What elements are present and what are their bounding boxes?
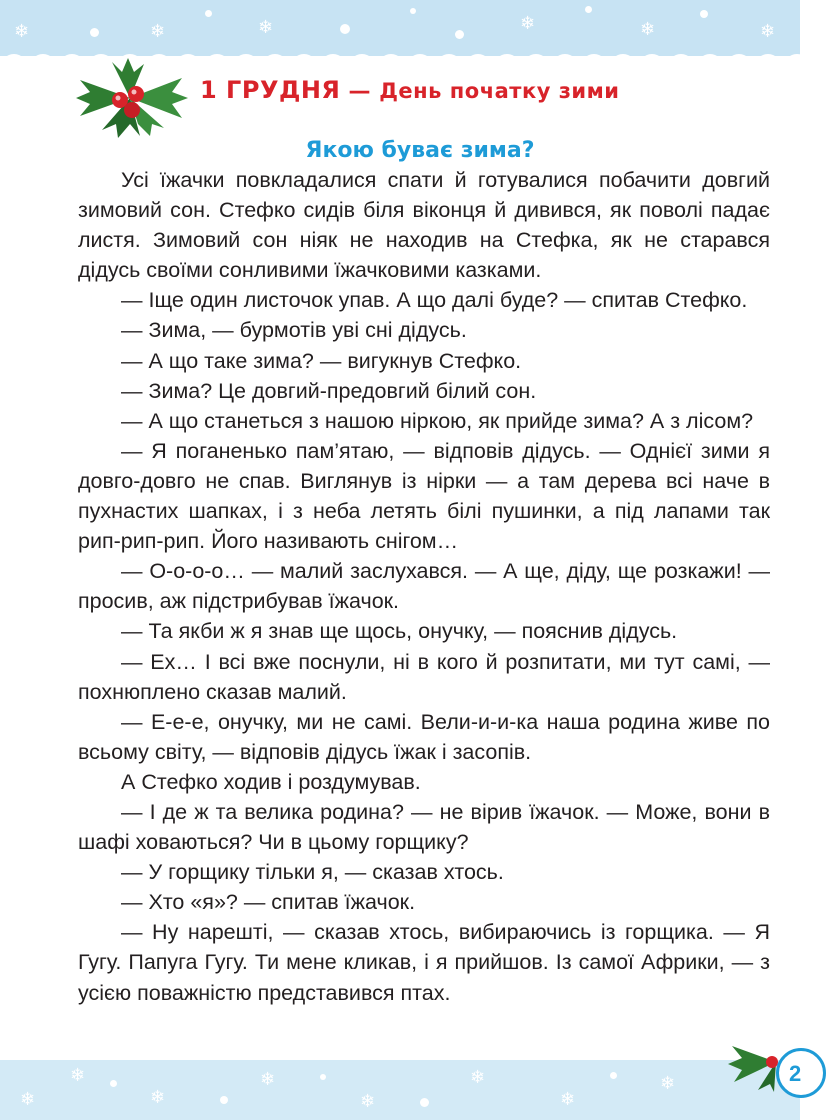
story-body [78, 165, 770, 1008]
snowflake-icon: ❄ [660, 1073, 676, 1093]
header-date: 1 ГРУДНЯ [200, 76, 341, 104]
paragraph: — Я поганенько пам’ятаю, — відповів дідусь. — Однієї зими я довго-довго не спав. Виглянув із нірки — а там дерева всі наче в пухнастих шапках, і з неба летять білі пушинки, а під лапами так рип-рип-рип. Його називають снігом… [78, 438, 770, 554]
paragraph: — Зима? Це довгий-предовгий білий сон. [121, 378, 537, 403]
scallop [29, 54, 57, 82]
top-decorative-band [0, 0, 800, 56]
snowflake-icon: ❄ [260, 1069, 276, 1089]
snow-dot [320, 1074, 326, 1080]
holly-icon [72, 58, 192, 138]
snow-dot [110, 1080, 117, 1087]
paragraph: — А що станеться з нашою ніркою, як прийде зима? А з лісом? [121, 408, 754, 433]
snow-dot [585, 6, 592, 13]
header-separator: — [340, 79, 380, 104]
paragraph: — І де ж та велика родина? — не вірив їжачок. — Може, вони в шафі ховаються? Чи в цьому горщику? [78, 799, 770, 855]
snow-dot [220, 1096, 228, 1104]
paragraph: — Ех… І всі вже поснули, ні в кого й розпитати, ми тут самі, — похнюплено сказав малий. [78, 649, 770, 704]
snowflake-icon: ❄ [560, 1089, 576, 1109]
header-day-name: День початку зими [379, 79, 620, 103]
snowflake-icon: ❄ [70, 1065, 86, 1085]
snow-dot [610, 1072, 617, 1079]
paragraph: — Ну нарешті, — сказав хтось, вибираючись із горщика. — Я Гугу. Папуга Гугу. Ти мене кликав, і я прийшов. Із самої Африки, — з усією поважністю представився птах. [78, 920, 770, 1005]
snowflake-icon: ❄ [520, 13, 536, 33]
scallop [783, 54, 811, 82]
paragraph: — Зима, — бурмотів уві сні дідусь. [121, 318, 467, 343]
day-header [200, 76, 620, 106]
paragraph: — Хто «я»? — спитав їжачок. [121, 890, 416, 915]
scallop [667, 54, 695, 82]
story-title: Якою буває зима? [305, 138, 535, 163]
snow-dot [455, 30, 464, 39]
paragraph: — У горщику тільки я, — сказав хтось. [121, 860, 504, 885]
snowflake-icon: ❄ [150, 1087, 166, 1107]
paragraph: — А що таке зима? — вигукнув Стефко. [121, 348, 522, 373]
scallop [696, 54, 724, 82]
snow-dot [205, 10, 212, 17]
paragraph: — Е-е-е, онучку, ми не самі. Вели-и-и-ка наша родина живе по всьому світу, — відповів дідусь їжак і засопів. [78, 709, 770, 764]
snow-dot [700, 10, 708, 18]
snowflake-icon: ❄ [258, 17, 274, 37]
snowflake-icon: ❄ [360, 1091, 376, 1111]
bottom-decorative-band [0, 1060, 800, 1120]
snow-dot [420, 1098, 429, 1107]
scallop [754, 54, 782, 82]
scallop [638, 54, 666, 82]
paragraph: — Іще один листочок упав. А що далі буде? — спитав Стефко. [121, 288, 748, 313]
paragraph: А Стефко ходив і роздумував. [121, 769, 421, 794]
snowflake-icon: ❄ [20, 1089, 36, 1109]
snowflake-icon: ❄ [150, 21, 166, 41]
paragraph: — О-о-о-о… — малий заслухався. — А ще, діду, ще розкажи! — просив, аж підстрибував їжачок. [78, 559, 770, 614]
scallop [725, 54, 753, 82]
snow-dot [90, 28, 99, 37]
snow-dot [340, 24, 350, 34]
snowflake-icon: ❄ [14, 21, 30, 41]
scallop [0, 54, 28, 82]
page-number: 2 [776, 1048, 826, 1098]
snowflake-icon: ❄ [640, 19, 656, 39]
paragraph: Усі їжачки повкладалися спати й готувалися побачити довгий зимовий сон. Стефко сидів біля віконця й дивився, як поволі падає листя. Зимовий сон ніяк не находив на Стефка, як не старався дідусь своїми сонливими їжачковими казками. [78, 168, 770, 283]
paragraph: — Та якби ж я знав ще щось, онучку, — пояснив дідусь. [121, 619, 678, 644]
snow-dot [410, 8, 416, 14]
snowflake-icon: ❄ [470, 1067, 486, 1087]
snowflake-icon: ❄ [760, 21, 776, 41]
